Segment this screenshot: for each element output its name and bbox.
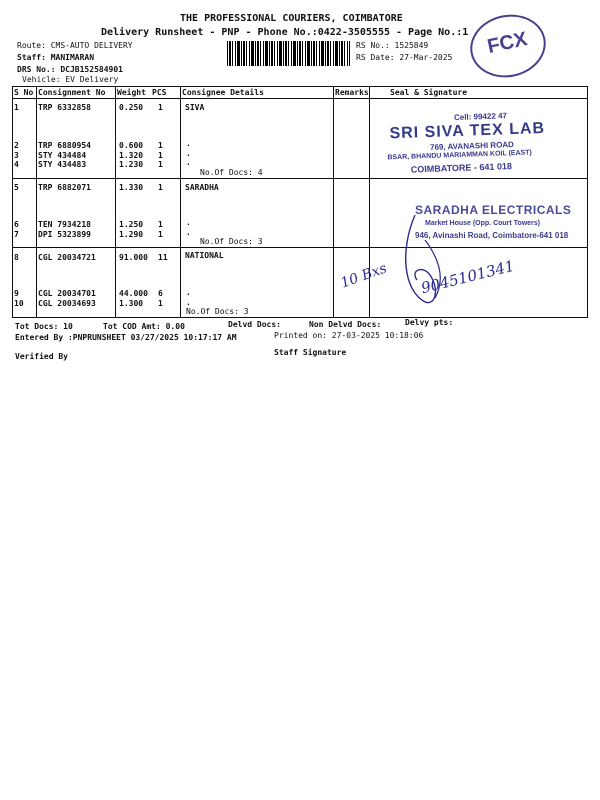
- delivered-docs: Delvd Docs:: [228, 320, 281, 329]
- fcx-stamp-text: FCX: [485, 28, 530, 58]
- vehicle-label: Vehicle: EV Delivery: [22, 75, 119, 84]
- staff-label: Staff: MANIMARAN: [17, 53, 95, 62]
- runsheet-subtitle: Delivery Runsheet - PNP - Phone No.:0422-3505555 - Page No.:1: [101, 27, 469, 38]
- company-title: THE PROFESSIONAL COURIERS, COIMBATORE: [180, 13, 403, 24]
- non-delivered-docs: Non Delvd Docs:: [309, 320, 382, 329]
- route-label: Route: CMS-AUTO DELIVERY: [17, 41, 133, 50]
- seal-stamp-saradha: SARADHA ELECTRICALS Market House (Opp. Court Towers) 946, Avinashi Road, Coimbatore-641 018: [415, 203, 572, 240]
- docs-count: No.Of Docs: 3: [186, 307, 249, 316]
- rs-date: RS Date: 27-Mar-2025: [356, 53, 453, 62]
- delivery-points: Delvy pts:: [405, 318, 454, 327]
- fcx-stamp: [464, 8, 551, 84]
- barcode: [227, 41, 350, 66]
- col-weight: Weight: [117, 88, 146, 97]
- col-sno: S No: [14, 88, 34, 97]
- docs-count: No.Of Docs: 3: [200, 237, 263, 246]
- printed-on: Printed on: 27-03-2025 10:18:06: [274, 331, 424, 340]
- total-cod: Tot COD Amt: 0.00: [103, 322, 185, 331]
- staff-signature: Staff Signature: [274, 348, 347, 357]
- col-consignee: Consignee Details: [182, 88, 264, 97]
- receiver-handwriting: 9045101341: [419, 256, 517, 298]
- col-seal-signature: Seal & Signature: [390, 88, 468, 97]
- rs-number: RS No.: 1525849: [356, 41, 429, 50]
- remarks-handwriting: 10 Bxs: [338, 260, 389, 292]
- consignee-name: NATIONAL: [185, 251, 224, 260]
- signature-scribble: [395, 210, 455, 310]
- consignee-name: SIVA: [185, 103, 205, 112]
- docs-count: No.Of Docs: 4: [200, 168, 263, 177]
- col-pcs: PCS: [152, 88, 167, 97]
- verified-by: Verified By: [15, 352, 68, 361]
- col-remarks: Remarks: [335, 88, 369, 97]
- consignee-name: SARADHA: [185, 183, 219, 192]
- total-docs: Tot Docs: 10: [15, 322, 73, 331]
- seal-stamp-sivatex: Cell: 99422 47 SRI SIVA TEX LAB 769, AVANASHI ROAD BSAR, BHANDU MARIAMMAN KOIL (EAST) COIMBATORE - 641 018: [387, 111, 546, 175]
- drs-number: DRS No.: DCJB152584901: [17, 65, 123, 74]
- col-consignment: Consignment No: [38, 88, 106, 97]
- entered-by: Entered By :PNPRUNSHEET 03/27/2025 10:17:17 AM: [15, 333, 237, 342]
